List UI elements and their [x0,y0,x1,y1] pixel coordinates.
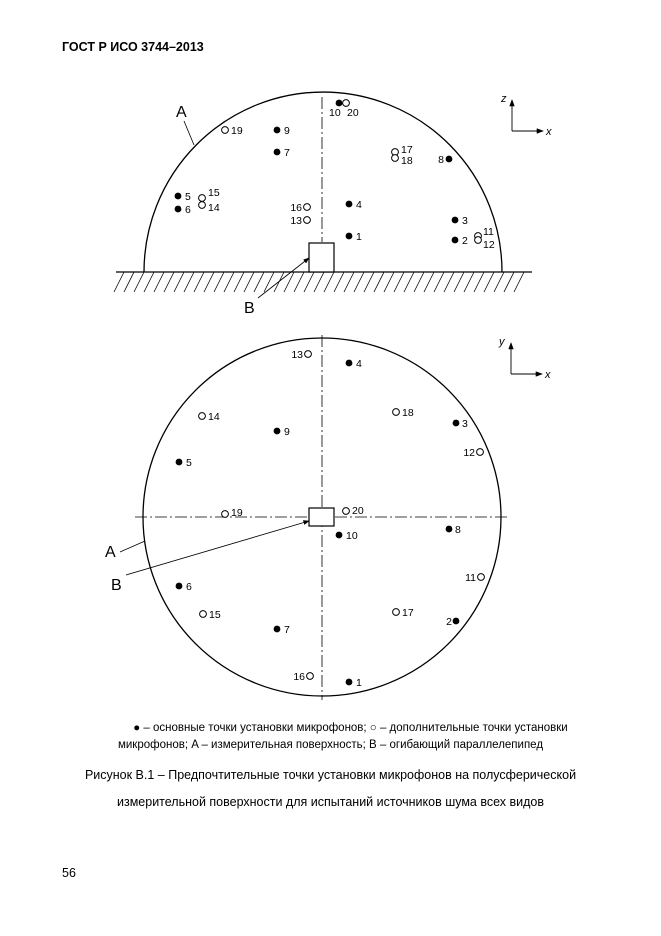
plan-mic-label-8: 8 [455,524,461,536]
elevation-mic-label-5: 5 [185,191,191,203]
elevation-reference-box [309,243,334,272]
elevation-mic-point-4-primary [346,201,353,208]
elevation-mic-point-5-primary [175,193,182,200]
plan-leader-a [120,541,145,552]
elevation-mic-label-7: 7 [284,147,290,159]
plan-mic-label-7: 7 [284,624,290,636]
elevation-mic-label-3: 3 [462,215,468,227]
elevation-mic-point-14-additional [199,202,206,209]
plan-mic-label-18: 18 [402,407,414,419]
plan-view [105,335,551,700]
elevation-leader-a [184,121,194,145]
plan-mic-label-15: 15 [209,609,221,621]
plan-mic-label-5: 5 [186,457,192,469]
plan-mic-point-2-primary [453,618,460,625]
plan-mic-point-17-additional [393,609,400,616]
plan-mic-label-20: 20 [352,505,364,517]
plan-mic-label-1: 1 [356,677,362,689]
elevation-mic-label-16: 16 [290,202,302,214]
elevation-mic-label-10: 10 [329,107,341,119]
plan-mic-point-8-primary [446,526,453,533]
plan-mic-point-7-primary [274,626,281,633]
elevation-mic-label-19: 19 [231,125,243,137]
plan-mic-label-2: 2 [446,616,452,628]
plan-mic-label-4: 4 [356,358,362,370]
plan-mic-point-9-primary [274,428,281,435]
elevation-mic-point-19-additional [222,127,229,134]
plan-mic-point-19-additional [222,511,229,518]
plan-label-b: B [111,577,122,594]
elevation-mic-label-20: 20 [347,107,359,119]
plan-mic-label-12: 12 [463,447,475,459]
plan-axis-indicator [498,336,551,381]
elevation-mic-label-4: 4 [356,199,362,211]
elevation-mic-label-14: 14 [208,202,220,214]
elevation-mic-label-17: 17 [401,144,413,156]
elevation-mic-label-12: 12 [483,239,495,251]
plan-mic-point-12-additional [477,449,484,456]
plan-mic-point-14-additional [199,413,206,420]
plan-mic-point-16-additional [307,673,314,680]
ground-hatching [114,272,524,292]
elevation-mic-label-13: 13 [290,215,302,227]
document-header: ГОСТ Р ИСО 3744–2013 [62,40,204,54]
elevation-mic-label-6: 6 [185,204,191,216]
plan-mic-point-15-additional [200,611,207,618]
plan-mic-label-16: 16 [293,671,305,683]
plan-mic-label-6: 6 [186,581,192,593]
plan-reference-box [309,508,334,526]
plan-mic-point-18-additional [393,409,400,416]
elevation-mic-point-16-additional [304,204,311,211]
plan-mic-point-4-primary [346,360,353,367]
elevation-view [114,92,552,317]
plan-axis-y: y [499,336,505,348]
elevation-mic-point-3-primary [452,217,459,224]
elevation-mic-point-6-primary [175,206,182,213]
plan-label-a: A [105,544,116,561]
plan-mic-point-1-primary [346,679,353,686]
plan-axis-x: x [545,369,551,381]
elevation-mic-point-15-additional [199,195,206,202]
elevation-axis-z: z [501,93,507,105]
elevation-mic-point-18-additional [392,155,399,162]
elevation-mic-point-9-primary [274,127,281,134]
elevation-mic-point-2-primary [452,237,459,244]
figure-caption [0,762,661,816]
elevation-axis-x: x [546,126,552,138]
figure-legend [0,720,661,754]
elevation-mic-label-1: 1 [356,231,362,243]
caption-line-2: измерительной поверхности для испытаний источников шума всех видов [116,795,545,809]
plan-mic-label-13: 13 [291,349,303,361]
elevation-mic-point-12-additional [475,237,482,244]
plan-mic-point-6-primary [176,583,183,590]
elevation-mic-point-20-additional [343,100,350,107]
elevation-mic-label-9: 9 [284,125,290,137]
plan-mic-label-19: 19 [231,507,243,519]
legend-line-2: микрофонов; A – измерительная поверхность; B – огибающий параллелепипед [117,739,544,751]
elevation-mic-point-13-additional [304,217,311,224]
plan-mic-point-20-additional [343,508,350,515]
plan-mic-label-11: 11 [465,572,476,584]
plan-mic-label-10: 10 [346,530,358,542]
plan-mic-label-3: 3 [462,418,468,430]
elevation-mic-label-11: 11 [483,226,494,238]
elevation-axis-indicator [500,93,552,138]
elevation-mic-label-15: 15 [208,187,220,199]
elevation-mic-point-1-primary [346,233,353,240]
plan-mic-point-10-primary [336,532,343,539]
plan-mic-point-13-additional [305,351,312,358]
plan-leader-b [126,521,309,575]
caption-line-1: Рисунок В.1 – Предпочтительные точки установки микрофонов на полусферической [84,768,577,782]
elevation-mic-point-8-primary [446,156,453,163]
page-number: 56 [62,866,76,880]
elevation-mic-label-8: 8 [438,154,444,166]
legend-line-1: ● – основные точки установки микрофонов; ○ – дополнительные точки установки [133,722,568,734]
plan-mic-point-11-additional [478,574,485,581]
plan-mic-label-14: 14 [208,411,220,423]
plan-mic-point-3-primary [453,420,460,427]
elevation-mic-point-7-primary [274,149,281,156]
elevation-label-a: A [176,104,187,121]
plan-mic-point-5-primary [176,459,183,466]
elevation-mic-point-10-primary [336,100,343,107]
plan-mic-label-9: 9 [284,426,290,438]
elevation-mic-label-2: 2 [462,235,468,247]
elevation-mic-label-18: 18 [401,155,413,167]
plan-mic-label-17: 17 [402,607,414,619]
elevation-label-b: B [244,300,255,317]
